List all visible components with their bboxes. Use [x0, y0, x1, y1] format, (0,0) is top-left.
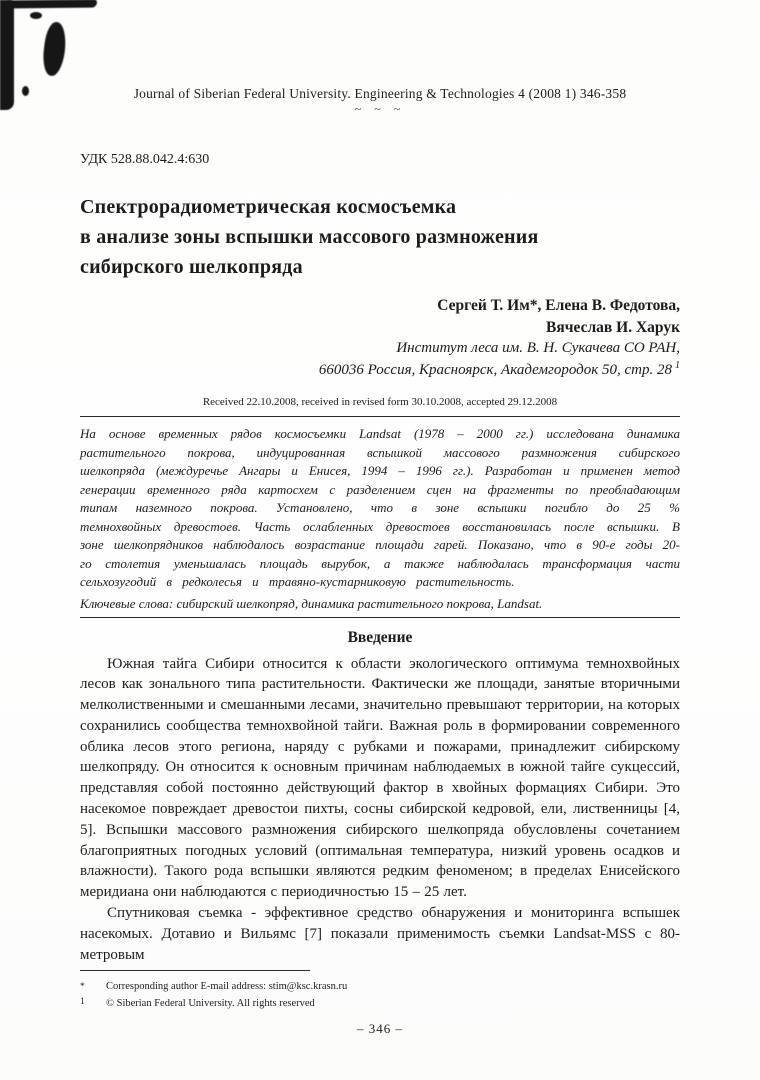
received-line: Received 22.10.2008, received in revised form 30.10.2008, accepted 29.12.2008 [202, 396, 558, 408]
footnotes [80, 979, 680, 1012]
authors-line-1: Сергей Т. Им*, Елена В. Федотова, [437, 297, 680, 314]
scan-artifact-left [0, 0, 14, 110]
article-title [80, 192, 680, 282]
article-title-line-3: сибирского шелкопряда [80, 256, 303, 278]
page-number: – 346 – [357, 1021, 403, 1037]
footnote-copyright [80, 996, 680, 1013]
introduction-paragraph-1: Южная тайга Сибири относится к области экологического оптимума темнохвойных лесов как зонального типа растительности. Фактически же площади, занятые вторичными мелколиственными и смешанными лесами, значительно превышают территории, на которых сохранились сообщества темнохвойной тайги. Важная роль в формировании современного облика лесов этого региона, наряду с рубками и пожарами, принадлежит сибирскому шелкопряду. Он относится к основным причинам наблюдаемых в южной тайге сукцессий, представляя собой постоянно действующий фактор в хвойных формациях Сибири. Это насекомое повреждает древостои пихты, сосны сибирской кедровой, ели, лиственницы [4, 5]. Вспышки массового размножения сибирского шелкопряда обусловлены сочетанием благоприятных погодных условий (оптимальная температура, низкий уровень осадков и влажности). Такого рода вспышки являются редким феноменом; в пределах Енисейского меридиана они наблюдаются с периодичностью 15 – 25 лет. [80, 655, 680, 901]
footnote-corresponding-author [80, 979, 680, 996]
article-title-line-2: в анализе зоны вспышки массового размножения [80, 226, 539, 248]
scan-artifact-speck [22, 86, 29, 96]
keywords-line: Ключевые слова: сибирский шелкопряд, динамика растительного покрова, Landsat. [80, 595, 543, 611]
authors-block [80, 295, 680, 338]
abstract-text: На основе временных рядов космосъемки Landsat (1978 – 2000 гг.) исследована динамика растительного покрова, индуцированная вспышкой массового размножения сибирского шелкопряда (междуречье Ангары и Енисея, 1994 – 1996 гг.). Разработан и применен метод генерации временного ряда картосхем с разделением сцен на фрагменты по преобладающим типам наземного покрова. Установлено, что в зоне вспышки погибло до 25 % темнохвойных древостоев. Часть ослабленных древостоев восстановилась после вспышки. В зоне шелкопрядников наблюдалось возрастание площади гарей. Показано, что в 90-е годы 20-го столетия уменьшалась площадь вырубок, а также наблюдалась трансформация части сельхозугодий в редколесья и травяно-кустарниковую растительность. [80, 426, 680, 589]
page-content [80, 0, 680, 1037]
footnote-rule [80, 970, 310, 971]
keywords-bottom-rule [80, 617, 680, 618]
footnote-star-mark: * [80, 982, 85, 993]
udc-code: УДК 528.88.042.4:630 [80, 152, 210, 167]
scan-artifact-blob [41, 21, 68, 77]
scan-artifact-speck [30, 12, 42, 19]
introduction-body [80, 654, 680, 966]
footnote-copyright-text: © Siberian Federal University. All rights reserved [106, 997, 315, 1009]
footnote-one-mark: 1 [80, 996, 85, 1007]
authors-line-2: Вячеслав И. Харук [546, 318, 680, 336]
affiliation-line-2 [80, 360, 680, 382]
article-title-line-1: Спектрорадиометрическая космосъемка [80, 196, 457, 218]
affiliation-footnote-mark: 1 [675, 359, 680, 371]
abstract-top-rule [80, 416, 680, 417]
footnote-star-text: Corresponding author E-mail address: stim@ksc.krasn.ru [106, 981, 348, 993]
journal-header: Journal of Siberian Federal University. Engineering & Technologies 4 (2008 1) 346-358 [133, 86, 627, 101]
introduction-paragraph-2: Спутниковая съемка - эффективное средство обнаружения и мониторинга вспышек насекомых. Дотавио и Вильямс [7] показали применимость съемки Landsat-MSS с 80-метровым [80, 905, 680, 963]
affiliation-line-1: Институт леса им. В. Н. Сукачева СО РАН, [396, 340, 680, 356]
affiliation-address: 660036 Россия, Красноярск, Академгородок 50, стр. 28 [318, 361, 672, 378]
header-ornament: ~ ~ ~ [354, 102, 406, 116]
introduction-heading: Введение [347, 628, 413, 646]
affiliation-block [80, 338, 680, 381]
